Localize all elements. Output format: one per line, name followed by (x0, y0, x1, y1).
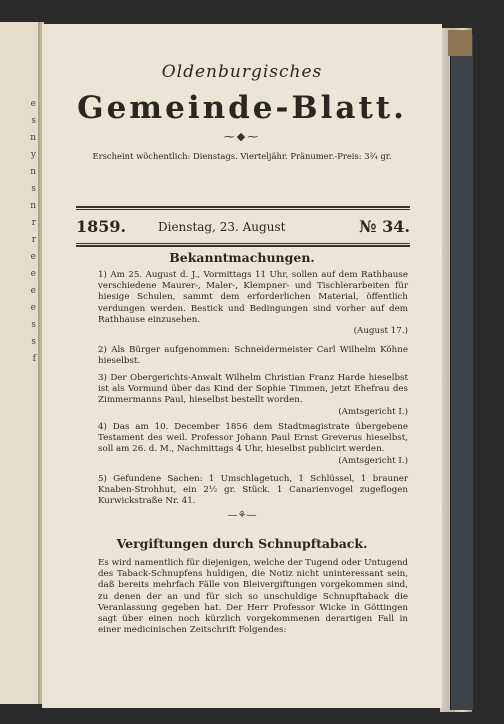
left-page-letter: e (30, 99, 36, 109)
issue-number: № 34. (359, 217, 410, 236)
book-cover (450, 34, 473, 710)
left-page-letter: s (31, 116, 36, 126)
left-page-letter: f (32, 354, 36, 364)
left-page-letter: s (31, 184, 36, 194)
left-page-letter: y (30, 150, 36, 160)
left-page-letter: r (31, 218, 36, 228)
announcement-text: 5) Gefundene Sachen: 1 Umschlagetuch, 1 Schlüssel, 1 brauner Knaben-Strohhut, ein 2½ gr. Stück. 1 Canarienvogel zugeflogen Kurwickstraße Nr. 41. (98, 474, 408, 507)
section-heading-poisoning: Vergiftungen durch Schnupftaback. (116, 536, 368, 551)
dateline (76, 217, 410, 241)
masthead-title: Gemeinde-Blatt. (77, 90, 407, 126)
article-body (98, 558, 408, 636)
article-text: Es wird namentlich für diejenigen, welche der Tugend oder Untugend des Taback-Schnupfens huldigen, die Notiz nicht uninteressant sein, daß bereits mehrfach Fälle von Bleivergiftungen vorgekommen sind, zu denen der an und für sich so unschuldige Schnupftaback die Veranlassung gegeben hat. Der Herr Professor Wicke in Göttingen sagt über einen noch kürzlich vorgekommenen derartigen Fall in einer medicinischen Zeitschrift Folgendes: (98, 558, 408, 636)
left-page-letter: e (30, 252, 36, 262)
newspaper-page (42, 24, 442, 708)
issue-day: Dienstag, 23. August (158, 220, 286, 234)
announcement-text: 3) Der Obergerichts-Anwalt Wilhelm Christian Franz Harde hieselbst ist als Vormund über das Kind der Sophie Timmen, jetzt Ehefrau des Zimmermanns Paul, hieselbst bestellt worden. (98, 373, 408, 406)
rule-bottom (76, 245, 410, 247)
issue-year: 1859. (76, 217, 127, 236)
announcement-ref: (Amtsgericht I.) (338, 406, 408, 417)
left-page-letter: s (31, 320, 36, 330)
cover-corner (448, 30, 472, 56)
announcement-2 (98, 345, 408, 367)
announcement-text: 4) Das am 10. December 1856 dem Stadtmagistrate übergebene Testament des weil. Professor Johann Paul Ernst Greverus hieselbst, soll am 26. d. M., Nachmittags 4 Uhr, hieselbst publicirt werden. (98, 422, 408, 455)
section-separator: —⚘— (227, 510, 257, 521)
section-heading-announcements: Bekanntmachungen. (169, 250, 315, 265)
masthead-ornament: ⁓◆⁓ (223, 130, 261, 143)
announcement-ref: (Amtsgericht I.) (338, 455, 408, 466)
left-page-letter: e (30, 286, 36, 296)
rule-top-thin (76, 209, 410, 210)
rule-top (76, 206, 410, 208)
announcement-ref: (August 17.) (353, 326, 408, 337)
rule-bottom-thin (76, 243, 410, 244)
left-page-letter: s (31, 337, 36, 347)
left-page-letter: e (30, 269, 36, 279)
left-page-letter: r (31, 235, 36, 245)
announcement-text: 2) Als Bürger aufgenommen: Schneidermeister Carl Wilhelm Köhne hieselbst. (98, 345, 408, 367)
masthead-top: Oldenburgisches (161, 62, 323, 82)
announcement-3 (98, 373, 408, 418)
left-page-letter: n (30, 133, 36, 143)
announcement-text: 1) Am 25. August d. J., Vormittags 11 Uhr, sollen auf dem Rathhause verschiedene Maurer-, Maler-, Klempner- und Tischlerarbeiten für hiesige Schulen, sammt dem erforderlichen Material, öffentlich verdungen werden. Bestick und Bedingungen sind vorher auf dem Rathhause einzusehen. (98, 270, 408, 325)
announcement-4 (98, 422, 408, 467)
left-page-letter: n (30, 201, 36, 211)
announcement-5 (98, 474, 408, 508)
announcement-1 (98, 270, 408, 337)
left-page-letter: n (30, 167, 36, 177)
left-page-fragment (0, 22, 41, 704)
left-page-letter: e (30, 303, 36, 313)
masthead-subtitle: Erscheint wöchentlich: Dienstags. Vierteljähr. Pränumer.-Preis: 3¾ gr. (92, 151, 392, 161)
